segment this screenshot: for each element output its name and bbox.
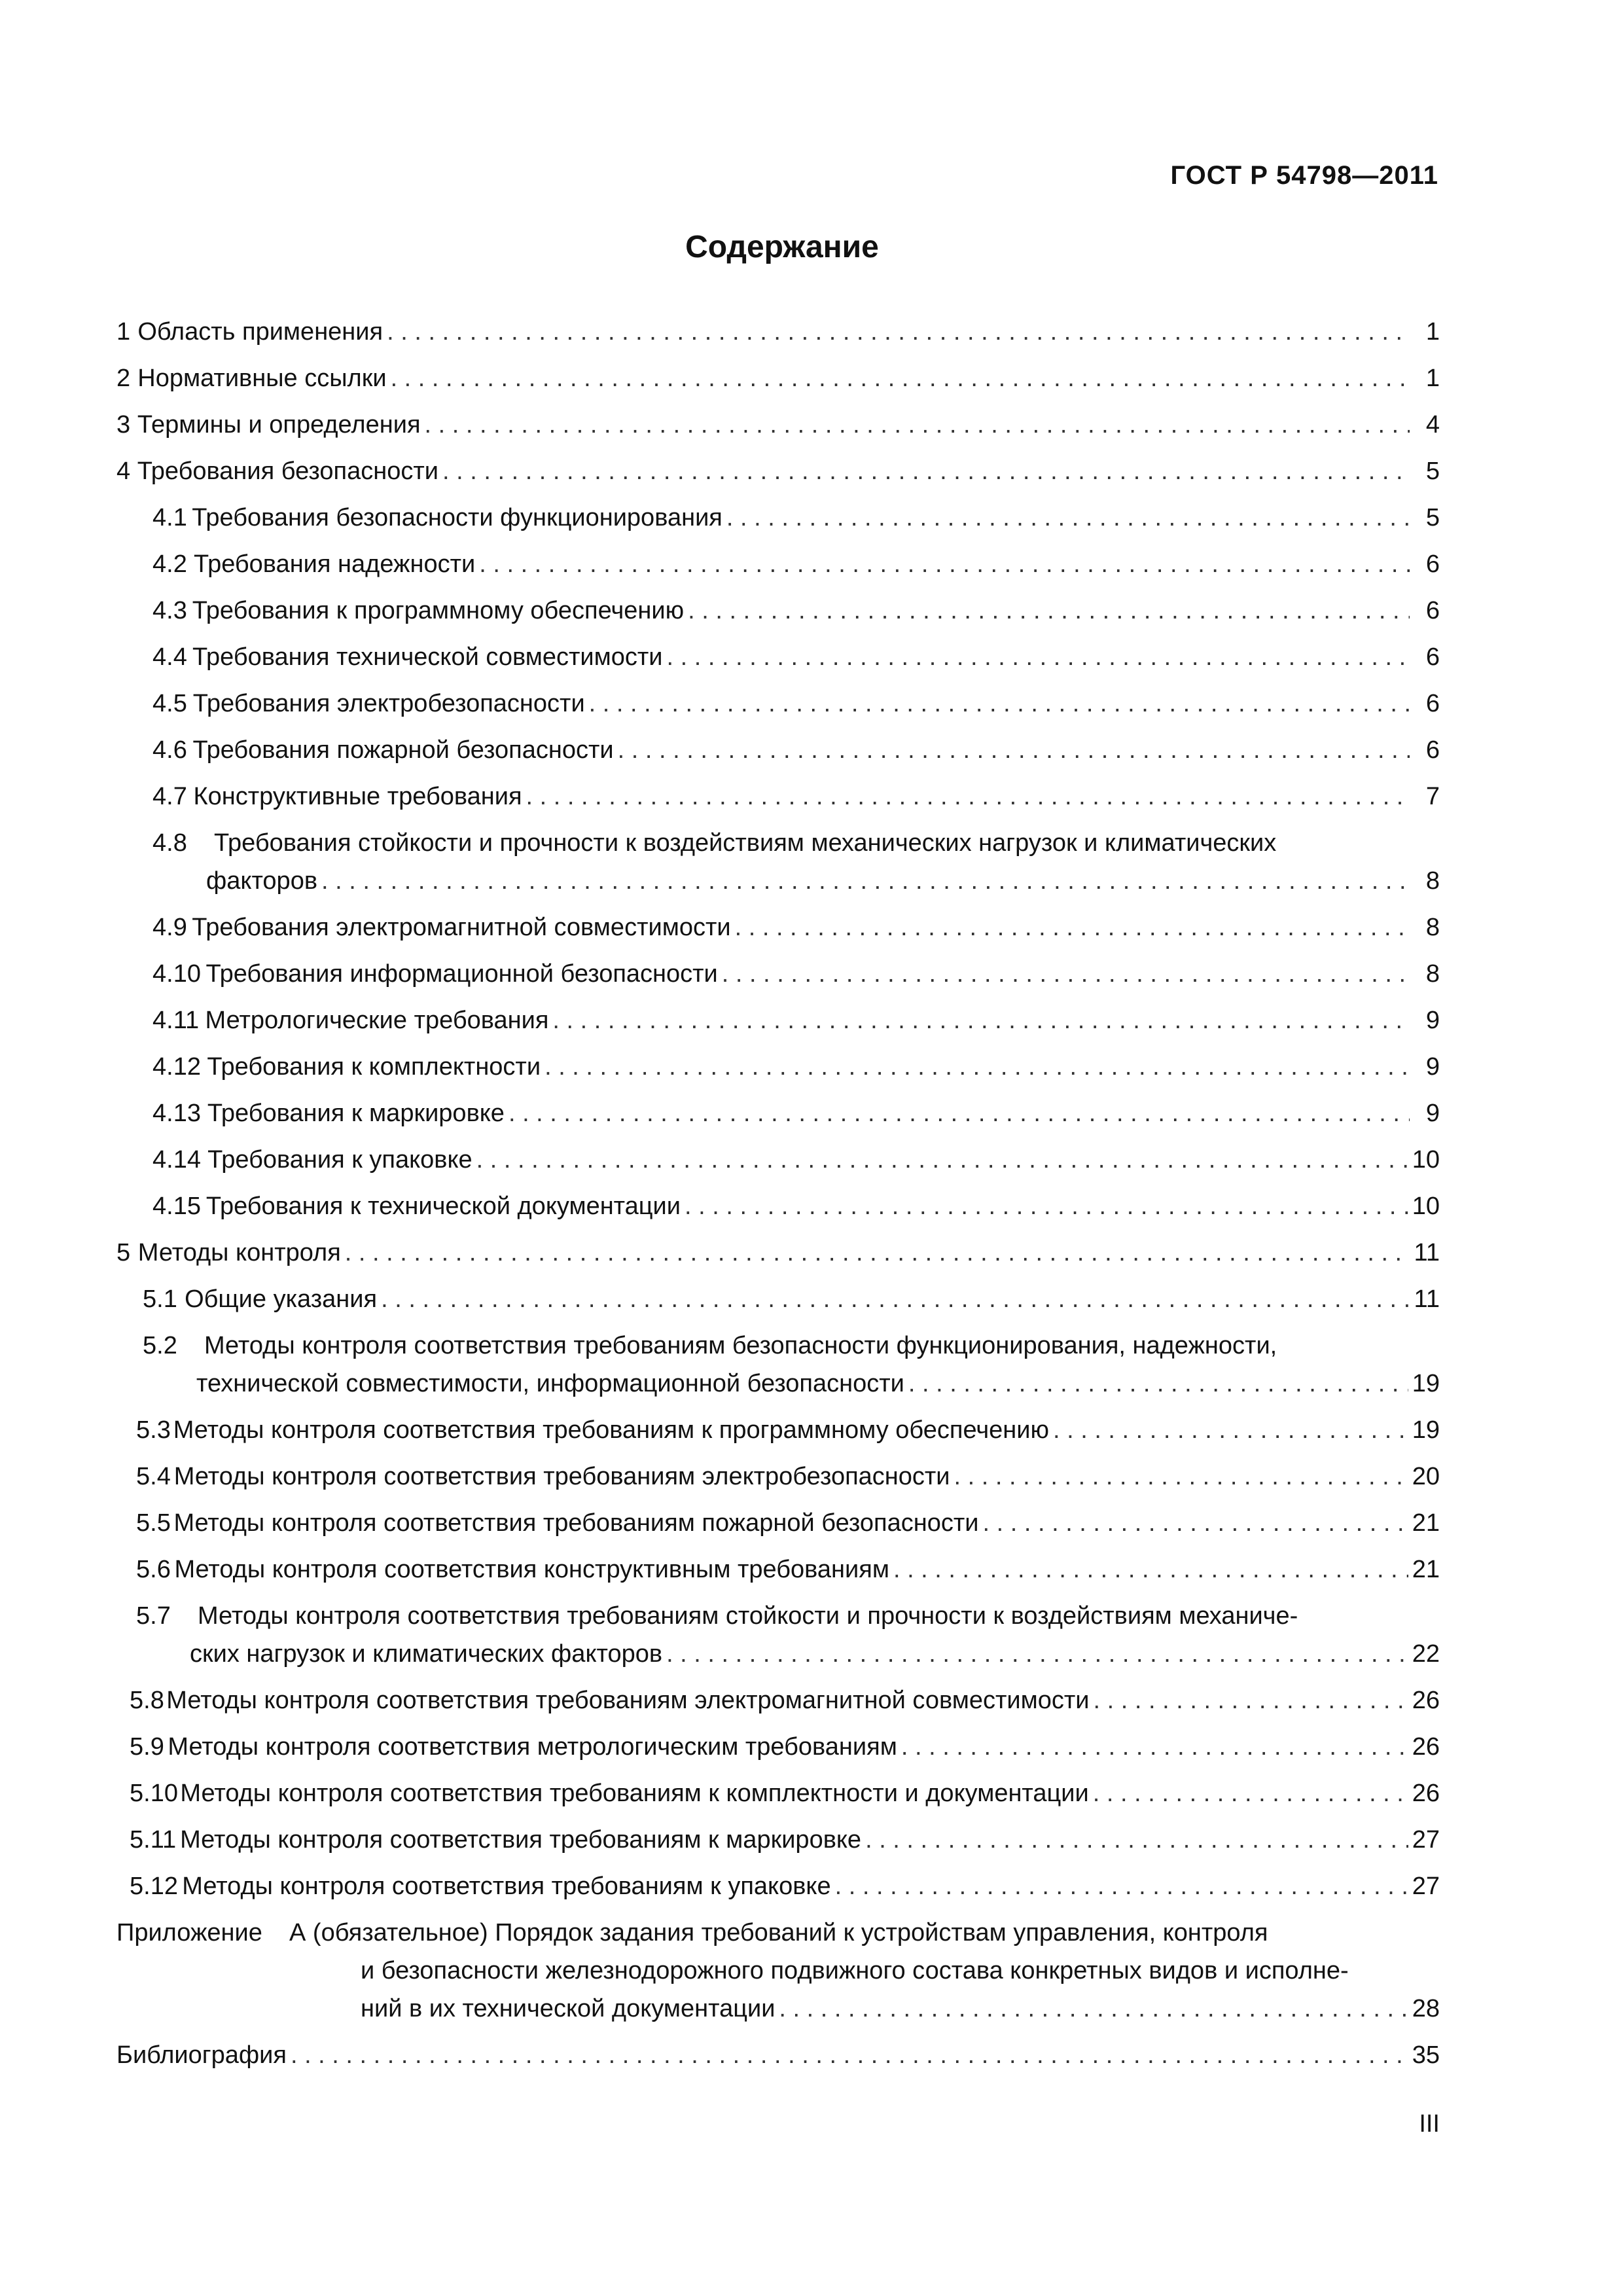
toc-entry-number: 4.15 xyxy=(152,1193,201,1220)
toc-entry-page: 8 xyxy=(1425,914,1440,941)
toc-entry-title: Нормативные ссылки xyxy=(137,365,387,392)
toc-entry-title: Термины и определения xyxy=(137,411,421,439)
toc-entry-page: 22 xyxy=(1412,1640,1440,1668)
toc-entry-title: Методы контроля соответствия требованиям к маркировке xyxy=(180,1826,862,1854)
dot-leader xyxy=(618,731,1410,769)
toc-entry-number: 5.5 xyxy=(136,1509,171,1537)
dot-leader xyxy=(893,1551,1408,1588)
toc-entry-title: Требования надежности xyxy=(193,550,476,578)
toc-entry-number: 4.8 xyxy=(152,829,187,857)
toc-entry-number: 5.2 xyxy=(143,1332,177,1359)
document-code: ГОСТ Р 54798—2011 xyxy=(1170,161,1438,190)
dot-leader xyxy=(908,1365,1408,1403)
dot-leader xyxy=(526,778,1410,816)
dot-leader xyxy=(321,862,1410,900)
toc-entry-page: 1 xyxy=(1425,318,1440,346)
dot-leader xyxy=(1093,1774,1408,1812)
dot-leader xyxy=(666,1635,1408,1673)
toc-entry-title: Общие указания xyxy=(185,1285,378,1313)
dot-leader xyxy=(835,1867,1408,1905)
toc-entry-title-continued: ских нагрузок и климатических факторов xyxy=(190,1640,663,1668)
toc-entry-number: 4.11 xyxy=(152,1007,200,1034)
toc-entry-page: 26 xyxy=(1412,1780,1440,1807)
toc-entry-title: Требования электробезопасности xyxy=(192,690,585,717)
toc-entry-number: 5.3 xyxy=(136,1416,171,1444)
toc-entry-title: Методы контроля соответствия требованиям к упаковке xyxy=(182,1873,831,1900)
toc-entry-page: 21 xyxy=(1412,1556,1440,1583)
toc-entry-page: 11 xyxy=(1414,1285,1440,1313)
toc-entry-page: 19 xyxy=(1412,1416,1440,1444)
annex-label: Приложение xyxy=(116,1919,262,1946)
dot-leader xyxy=(387,313,1410,351)
toc-entry-5-1[interactable] xyxy=(116,1280,1440,1318)
toc-entry-title: Область применения xyxy=(137,318,383,346)
toc-entry-number: 4 xyxy=(116,457,131,485)
toc-entry-title-continued: технической совместимости, информационной безопасности xyxy=(196,1370,904,1397)
toc-entry-page: 27 xyxy=(1412,1873,1440,1900)
toc-entry-5-9[interactable] xyxy=(116,1728,1440,1766)
dot-leader xyxy=(685,1187,1408,1225)
toc-entry-page: 6 xyxy=(1425,690,1440,717)
toc-entry-number: 4.5 xyxy=(152,690,187,717)
toc-entry-title: Методы контроля соответствия требованиям электромагнитной совместимости xyxy=(166,1687,1090,1714)
annex-title-line-1: А (обязательное) Порядок задания требований к устройствам управления, контроля xyxy=(289,1919,1268,1946)
toc-entry-title: Методы контроля соответствия требованиям безопасности функционирования, надежности, xyxy=(204,1332,1277,1359)
dot-leader xyxy=(779,1990,1408,2028)
toc-entry-page: 5 xyxy=(1425,457,1440,485)
toc-entry-5-8[interactable] xyxy=(116,1681,1440,1719)
toc-entry-page: 7 xyxy=(1425,783,1440,810)
toc-entry-number: 4.7 xyxy=(152,783,187,810)
toc-entry-5-12[interactable] xyxy=(116,1867,1440,1905)
toc-entry-5-2[interactable] xyxy=(116,1327,1440,1403)
toc-entry-number: 4.12 xyxy=(152,1053,201,1081)
toc-entry-page: 11 xyxy=(1414,1239,1440,1266)
toc-entry-4-15[interactable] xyxy=(116,1187,1440,1225)
toc-entry-title: Конструктивные требования xyxy=(193,783,522,810)
toc-entry-4-8[interactable] xyxy=(116,824,1440,900)
dot-leader xyxy=(391,359,1410,397)
toc-entry-bibliography[interactable] xyxy=(116,2036,1440,2074)
toc-entry-page: 5 xyxy=(1425,504,1440,531)
toc-entry-4-1[interactable] xyxy=(116,499,1440,537)
toc-entry-number: 5.6 xyxy=(136,1556,171,1583)
dot-leader xyxy=(345,1234,1410,1272)
toc-entry-page: 27 xyxy=(1412,1826,1440,1854)
toc-entry-4-2[interactable] xyxy=(116,545,1440,583)
toc-entry-4-7[interactable] xyxy=(116,778,1440,816)
toc-entry-number: 5.4 xyxy=(136,1463,171,1490)
contents-title: Содержание xyxy=(685,230,879,264)
toc-entry-title: Требования информационной безопасности xyxy=(205,960,718,988)
toc-entry-5-10[interactable] xyxy=(116,1774,1440,1812)
annex-title-line-2: и безопасности железнодорожного подвижного состава конкретных видов и исполне- xyxy=(361,1957,1349,1984)
toc-entry-4-6[interactable] xyxy=(116,731,1440,769)
toc-entry-title: Методы контроля соответствия требованиям к комплектности и документации xyxy=(180,1780,1089,1807)
toc-entry-number: 4.3 xyxy=(152,597,187,624)
toc-entry-page: 35 xyxy=(1412,2041,1440,2069)
toc-entry-title: Библиография xyxy=(116,2041,287,2069)
toc-entry-page: 26 xyxy=(1412,1687,1440,1714)
toc-entry-2[interactable] xyxy=(116,359,1440,397)
dot-leader xyxy=(901,1728,1408,1766)
dot-leader xyxy=(476,1141,1408,1179)
toc-entry-page: 6 xyxy=(1425,597,1440,624)
toc-entry-number: 5.10 xyxy=(130,1780,178,1807)
toc-entry-title: Методы контроля соответствия требованиям к программному обеспечению xyxy=(173,1416,1049,1444)
toc-entry-number: 4.1 xyxy=(152,504,187,531)
dot-leader xyxy=(688,592,1410,630)
toc-entry-number: 1 xyxy=(116,318,131,346)
toc-entry-4-5[interactable] xyxy=(116,685,1440,723)
toc-entry-page: 9 xyxy=(1425,1100,1440,1127)
toc-entry-title: Требования к программному обеспечению xyxy=(192,597,685,624)
toc-entry-5-11[interactable] xyxy=(116,1821,1440,1859)
toc-entry-number: 4.6 xyxy=(152,736,187,764)
toc-entry-5-6[interactable] xyxy=(116,1551,1440,1588)
dot-leader xyxy=(589,685,1410,723)
toc-entry-number: 4.10 xyxy=(152,960,201,988)
dot-leader xyxy=(735,908,1410,946)
toc-entry-title: Методы контроля xyxy=(137,1239,341,1266)
toc-entry-page: 19 xyxy=(1412,1370,1440,1397)
toc-entry-title: Методы контроля соответствия требованиям электробезопасности xyxy=(173,1463,950,1490)
toc-entry-5-3[interactable] xyxy=(116,1411,1440,1449)
dot-leader xyxy=(1053,1411,1408,1449)
toc-entry-number: 5.8 xyxy=(130,1687,164,1714)
toc-entry-page: 6 xyxy=(1425,736,1440,764)
toc-entry-5-5[interactable] xyxy=(116,1504,1440,1542)
toc-entry-number: 4.13 xyxy=(152,1100,201,1127)
toc-entry-title: Требования пожарной безопасности xyxy=(192,736,614,764)
toc-entry-title: Требования безопасности xyxy=(137,457,438,485)
toc-entry-1[interactable] xyxy=(116,313,1440,351)
dot-leader xyxy=(479,545,1410,583)
toc-entry-number: 5.1 xyxy=(143,1285,177,1313)
toc-entry-4-11[interactable] xyxy=(116,1001,1440,1039)
table-of-contents xyxy=(116,313,1440,2083)
toc-entry-number: 4.9 xyxy=(152,914,187,941)
toc-entry-4[interactable] xyxy=(116,452,1440,490)
toc-entry-page: 20 xyxy=(1412,1463,1440,1490)
dot-leader xyxy=(954,1458,1408,1496)
toc-entry-page: 8 xyxy=(1425,960,1440,988)
toc-entry-5-7[interactable] xyxy=(116,1597,1440,1673)
toc-entry-title: Метрологические требования xyxy=(205,1007,549,1034)
toc-entry-page: 6 xyxy=(1425,643,1440,671)
annex-title-line-3: ний в их технической документации xyxy=(361,1995,776,2022)
toc-entry-number: 5.7 xyxy=(136,1602,171,1630)
toc-entry-number: 3 xyxy=(116,411,131,439)
toc-entry-4-3[interactable] xyxy=(116,592,1440,630)
toc-entry-page: 10 xyxy=(1412,1146,1440,1174)
toc-entry-title: Методы контроля соответствия конструктивным требованиям xyxy=(174,1556,889,1583)
dot-leader xyxy=(381,1280,1410,1318)
toc-entry-title: Требования к маркировке xyxy=(207,1100,505,1127)
dot-leader xyxy=(425,406,1410,444)
toc-entry-4-10[interactable] xyxy=(116,955,1440,993)
dot-leader xyxy=(722,955,1410,993)
toc-entry-number: 4.14 xyxy=(152,1146,201,1174)
toc-entry-title: Требования стойкости и прочности к воздействиям механических нагрузок и климатических xyxy=(213,829,1277,857)
toc-entry-4-4[interactable] xyxy=(116,638,1440,676)
toc-entry-page: 21 xyxy=(1412,1509,1440,1537)
toc-entry-page: 8 xyxy=(1425,867,1440,895)
toc-entry-annex-a[interactable] xyxy=(116,1914,1440,2028)
toc-entry-4-14[interactable] xyxy=(116,1141,1440,1179)
toc-entry-title: Методы контроля соответствия метрологическим требованиям xyxy=(168,1733,897,1761)
toc-entry-number: 4.4 xyxy=(152,643,187,671)
dot-leader xyxy=(667,638,1410,676)
toc-entry-number: 5 xyxy=(116,1239,131,1266)
toc-entry-title: Методы контроля соответствия требованиям стойкости и прочности к воздействиям механиче- xyxy=(197,1602,1298,1630)
toc-entry-page: 4 xyxy=(1425,411,1440,439)
toc-entry-number: 2 xyxy=(116,365,131,392)
toc-entry-page: 26 xyxy=(1412,1733,1440,1761)
toc-entry-page: 6 xyxy=(1425,550,1440,578)
toc-entry-page: 28 xyxy=(1412,1995,1440,2022)
toc-entry-number: 5.12 xyxy=(130,1873,178,1900)
toc-entry-number: 5.11 xyxy=(130,1826,177,1854)
toc-entry-4-12[interactable] xyxy=(116,1048,1440,1086)
toc-entry-page: 9 xyxy=(1425,1053,1440,1081)
toc-entry-4-13[interactable] xyxy=(116,1094,1440,1132)
toc-entry-title: Требования к технической документации xyxy=(205,1193,681,1220)
toc-entry-title-continued: факторов xyxy=(206,867,318,895)
toc-entry-number: 5.9 xyxy=(130,1733,164,1761)
dot-leader xyxy=(1094,1681,1408,1719)
dot-leader xyxy=(291,2036,1408,2074)
dot-leader xyxy=(544,1048,1410,1086)
toc-entry-number: 4.2 xyxy=(152,550,187,578)
toc-entry-5[interactable] xyxy=(116,1234,1440,1272)
toc-entry-page: 10 xyxy=(1412,1193,1440,1220)
toc-entry-5-4[interactable] xyxy=(116,1458,1440,1496)
toc-entry-title: Требования электромагнитной совместимости xyxy=(192,914,731,941)
dot-leader xyxy=(552,1001,1410,1039)
dot-leader xyxy=(983,1504,1408,1542)
dot-leader xyxy=(442,452,1410,490)
toc-entry-page: 1 xyxy=(1425,365,1440,392)
toc-entry-title: Требования безопасности функционирования xyxy=(192,504,722,531)
toc-entry-4-9[interactable] xyxy=(116,908,1440,946)
dot-leader xyxy=(508,1094,1410,1132)
dot-leader xyxy=(865,1821,1408,1859)
toc-entry-page: 9 xyxy=(1425,1007,1440,1034)
dot-leader xyxy=(726,499,1410,537)
page-number: III xyxy=(1419,2110,1440,2138)
toc-entry-title: Методы контроля соответствия требованиям пожарной безопасности xyxy=(173,1509,979,1537)
toc-entry-3[interactable] xyxy=(116,406,1440,444)
toc-entry-title: Требования технической совместимости xyxy=(192,643,663,671)
toc-entry-title: Требования к упаковке xyxy=(207,1146,473,1174)
toc-entry-title: Требования к комплектности xyxy=(207,1053,541,1081)
